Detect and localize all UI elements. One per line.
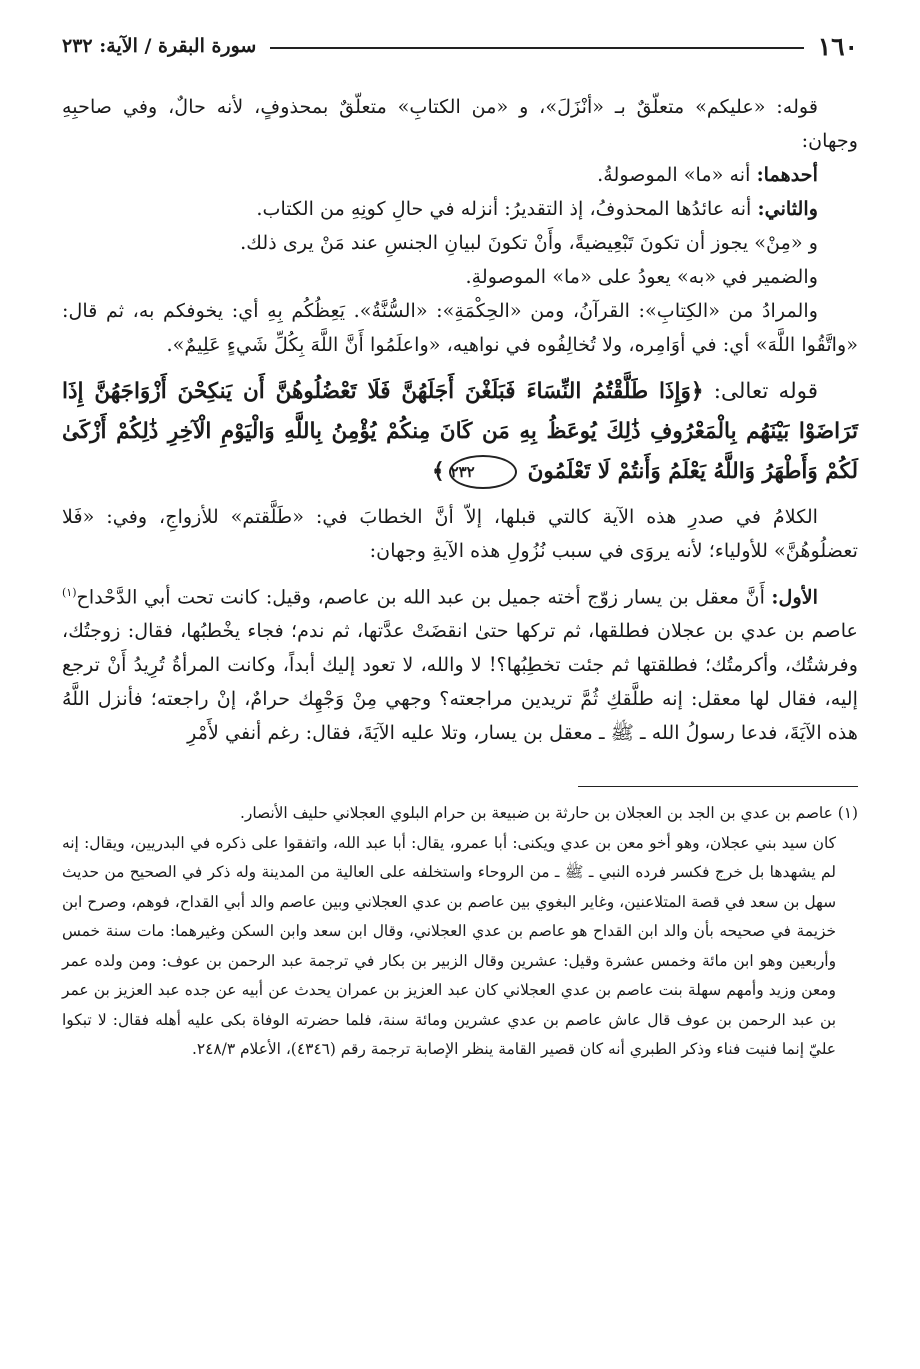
page-header bbox=[62, 28, 858, 64]
paragraph-lead: والثاني: bbox=[757, 197, 818, 220]
paragraph-text: عاصم بن عدي بن عجلان فطلقها، ثم تركها حتىٰ انقضَتْ عدَّتها، ثم ندم؛ فجاء يخْطبُها، فقال: زوجتُك، وفرشتُك، وأكرمتُك؛ فطلقتها ثم جئت تخطِبُها؟! لا والله، لا تعود إليك أبداً، وكانت المرأةُ تُرِيدُ أَنْ ترجع إليه، فقال لها معقل: إنه طلَّقكِ ثُمَّ تريدين مراجعته؟ وجهي مِنْ وَجْهِك حرامٌ، إنْ راجعته؛ فأنزل اللَّهُ هذه الآيَةَ، فدعا رسولُ الله ـ ﷺ ـ معقل بن يسار، وتلا عليه الآيَةَ، فقال: رغم أنفي لأَمْرِ bbox=[62, 619, 858, 745]
footnote-text: عاصم بن عدي بن الجد بن العجلان بن حارثة بن ضبيعة بن حرام البلوي العجلاني حليف الأنصار. bbox=[240, 804, 833, 823]
footnote-first-line bbox=[62, 799, 858, 829]
quran-lead: قوله تعالى: bbox=[713, 379, 819, 404]
footnote-body: كان سيد بني عجلان، وهو أخو معن بن عدي ويكنى: أبا عمرو، يقال: أبا عبد الله، واتفقوا على ذكره في البدريين، ويقال: إنه لم يشهدها بل خرج فكسر فرده النبي ـ ﷺ ـ من الروحاء واستخلفه على العالية من المدينة وله ذكر في الصحيح من حديث سهل بن سعد في قصة المتلاعنين، وغاير البغوي بين عاصم بن عدي العجلاني وبين عاصم والد أبي القداح، فوهم، وصرح ابن خزيمة في صحيحه بأن والد ابن القداح هو عاصم بن عدي العجلاني، وقال ابن سعد وابن السكن وغيرهما: مات سنة خمس وأربعين وهو ابن مائة وخمس عشرة وقيل: عشرين وقال الزبير بن بكار في ترجمة عبد الرحمن بن عوف: ومن ولده عمر ومعن وزيد وأمهم سهلة بنت عاصم بن عدي العجلاني كان عبد العزيز بن عمران يحدث عن أبيه عن جده عبد العزيز بن عمر بن عبد الرحمن بن عوف قال عاش عاصم بن عدي عشرين ومائة سنة، فلما حضرته الوفاة بكى عليه أهله فقال: لا تبكوا عليّ إنما فنيت فناء وذكر الطبري أنه كان قصير القامة ينظر الإصابة ترجمة رقم (٤٣٤٦)، الأعلام ٢٤٨/٣. bbox=[62, 833, 836, 1059]
paragraph: و «مِنْ» يجوز أن تكونَ تَبْعِيضيةً، وأَنْ تكونَ لبيانِ الجنسِ عند مَنْ يرى ذلك. bbox=[240, 231, 818, 254]
paragraph: والضمير في «به» يعودُ على «ما» الموصولةِ. bbox=[465, 265, 818, 288]
quran-close-bracket: ﴾ bbox=[431, 459, 445, 484]
paragraph: قوله: «عليكم» متعلّقٌ بـ «أنْزَلَ»، و «من الكتابِ» متعلّقٌ بمحذوفٍ، لأنه حالٌ، وفي صاحبِهِ وجهان: bbox=[62, 95, 858, 152]
footnote-reference[interactable]: (١) bbox=[62, 586, 77, 599]
quran-text: وَإِذَا طَلَّقْتُمُ النِّسَاءَ فَبَلَغْنَ أَجَلَهُنَّ فَلَا تَعْضُلُوهُنَّ أَن يَنكِحْنَ أَزْوَاجَهُنَّ إِذَا تَرَاضَوْا بَيْنَهُم بِالْمَعْرُوفِ ذَٰلِكَ يُوعَظُ بِهِ مَن كَانَ مِنكُمْ يُؤْمِنُ بِاللَّهِ وَالْيَوْمِ الْآخِرِ ذَٰلِكُمْ أَزْكَىٰ لَكُمْ وَأَطْهَرُ وَاللَّهُ يَعْلَمُ وَأَنتُمْ لَا تَعْلَمُونَ bbox=[62, 379, 858, 484]
footnotes bbox=[62, 799, 858, 1065]
ayah-number-marker: ٢٣٢ bbox=[449, 455, 517, 489]
paragraph-text: أَنَّ معقل بن يسار زوّج أخته جميل بن عبد الله بن عاصم، وقيل: كانت تحت أبي الدَّحْداح bbox=[76, 585, 765, 609]
paragraph: والمرادُ من «الكِتابِ»: القرآنُ، ومن «الحِكْمَةِ»: «السُّنَّةُ». يَعِظُكُم بِهِ أي: يخوفكم به، ثم قال: «واتَّقُوا اللَّهَ» أي: في أوَامِره، ولا تُخالِفُوه في نواهيه، «واعلَمُوا أَنَّ اللَّهَ بِكُلِّ شَيءٍ عَلِيمٌ». bbox=[62, 299, 858, 356]
paragraph bbox=[62, 576, 858, 750]
paragraph-lead: أحدهما: bbox=[756, 163, 818, 186]
paragraph: الكلامُ في صدرِ هذه الآية كالتي قبلها، إلاّ أنَّ الخطابَ في: «طَلَّقتم» للأزواجِ، وفي: «فَلا تعضلُوهُنَّ» للأولياء؛ لأنه يروَى في سبب نُزُولِ هذه الآيةِ وجهان: bbox=[62, 505, 858, 562]
footnote-separator bbox=[578, 786, 858, 787]
page-number: ١٦٠ bbox=[817, 31, 858, 61]
book-page bbox=[62, 28, 858, 1348]
paragraph-text: أنه عائدُها المحذوفُ، إذ التقديرُ: أنزله في حالِ كونِهِ من الكتاب. bbox=[256, 197, 752, 220]
paragraph-lead: الأول: bbox=[771, 585, 818, 609]
paragraph-text: أنه «ما» الموصولةُ. bbox=[597, 163, 751, 186]
header-rule bbox=[270, 47, 803, 49]
footnote-number: (١) bbox=[837, 804, 858, 823]
paragraph bbox=[62, 192, 858, 226]
quran-verse bbox=[62, 372, 858, 492]
quran-open-bracket: ﴿ bbox=[690, 379, 704, 404]
running-head: سورة البقرة / الآية: ٢٣٢ bbox=[62, 35, 257, 57]
main-text bbox=[62, 90, 858, 750]
paragraph bbox=[62, 158, 858, 192]
